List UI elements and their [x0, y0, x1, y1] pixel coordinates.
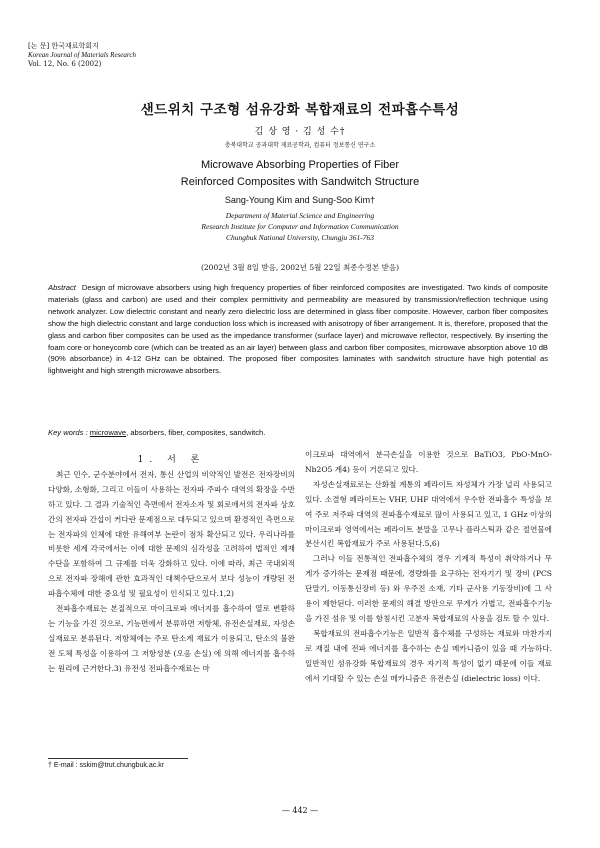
- affiliation-en-line: Research Institute for Computer and Information Communication: [201, 222, 399, 231]
- body-paragraph: 자성손실재료로는 산화철 계통의 페라이트 자성체가 가장 널리 사용되고 있다. 소결형 페라이트는 VHF, UHF 대역에서 우수한 전파흡수 특성을 보여 주로 저주파 대역의 전파흡수재료로 많이 사용되고 있고, 1 GHz 이상의 마이크로파 영역에서는 페라이트 분말을 고무나 플라스틱과 같은 절연물에 분산시킨 복합재료가 주로 사용된다.5,6): [305, 479, 552, 549]
- keyword-first: microwave: [89, 428, 127, 437]
- keywords-label: Key words: [48, 428, 84, 437]
- keywords-rest: , absorbers, fiber, composites, sandwitch.: [126, 428, 266, 437]
- body-column-right: [305, 448, 552, 687]
- body-paragraph: 그러나 이들 전통적인 전파흡수체의 경우 기계적 특성이 취약하거나 무게가 증가하는 문제점 때문에, 경량화를 요구하는 전자기기 및 장비 (PCS 단말기, 이동통신장비 등) 와 우주진 소재, 기타 군사용 기동장비)에 그 사용이 제한된다. 이러한 문제의 해결 방안으로 무게가 가볍고, 전파흡수기능을 가진 섬유 및 이를 함침시킨 고분자 복합재료의 사용을 검토 할 수 있다.: [305, 554, 552, 623]
- affiliation-en: [0, 210, 600, 243]
- journal-name-kr: [논 문] 한국재료학회지: [28, 42, 99, 50]
- paper-title-kr: 샌드위치 구조형 섬유강화 복합재료의 전파흡수특성: [140, 102, 460, 118]
- paper-title-en-line1: Microwave Absorbing Properties of Fiber: [200, 159, 400, 171]
- affiliation-en-line: Department of Material Science and Engineering: [225, 211, 375, 220]
- affiliation-en-line: Chungbuk National University, Chungju 361-763: [225, 233, 375, 242]
- paper-title-en-line2: Reinforced Composites with Sandwitch Structure: [180, 176, 420, 188]
- abstract: [48, 282, 548, 377]
- body-column-left: [48, 453, 295, 677]
- section-heading: 1. 서 론: [137, 455, 206, 465]
- paper-title-en: [0, 157, 600, 191]
- page-number: — 442 —: [281, 806, 319, 815]
- footnote-divider: [48, 758, 188, 759]
- footnote-email: † E-mail : sskim@trut.chungbuk.ac.kr: [48, 762, 165, 769]
- abstract-text: Design of microwave absorbers using high frequency properties of fiber reinforced composites are investigated. Two kinds of composite materials (glass and carbon) are used and their complex permittivity and permeability are measured by transmission/reflection technique using network analyzer. Low dielectric constant and nearly zero dielectric loss are determined in glass fiber composite. However, carbon fiber composites show the high dielectric constant and large conduction loss which is increased with anisotropy of fiber arrangement. It is, therefore, proposed that the glass and carbon fiber composites can be used as the impedance transformer (surface layer) and microwave reflector, respectively. By inserting the foam core or honeycomb core (which can be treated as an air layer) between glass and carbon fiber composites, microwave absorption above 10 dB (90% absorbance) in 4-12 GHz can be obtained. The proposed fiber composites laminates with sandwitch structure have high potential as lightweight and high strength microwave absorbers.: [48, 283, 548, 376]
- body-paragraph: 최근 민수, 군수분야에서 전자, 통신 산업의 비약적인 발전은 전자장비의 다양화, 소형화, 그리고 이들이 사용하는 전자파 주파수 대역의 확장을 수반하고 있다. 그 결과 기술적인 측면에서 전자소자 및 회로에서의 전자파 상호간의 전자파 간섭이 커다란 문제점으로 대두되고 있으며 환경적인 측면으로는 전자파의 인체에 대한 유해여부 논란이 점차 확산되고 있다. 우리나라를 비롯한 세계 각국에서는 이에 대한 문제의 심각성을 고려하여 법적인 제재수단을 포함하여 그 규제를 더욱 강화하고 있다. 이에 따라, 최근 국내외적으로 전자파 장해에 관한 효과적인 대책수단으로서 보다 성능이 개량된 전파흡수체에 대한 중요성 및 필요성이 인식되고 있다.1,2): [48, 469, 295, 599]
- authors-en: Sang-Young Kim and Sung-Soo Kim†: [224, 195, 376, 205]
- body-paragraph: 전파흡수재료는 본질적으로 마이크로파 에너지를 흡수하여 열로 변환하는 기능을 가진 것으로, 기능면에서 분류하면 저항체, 유전손실재료, 자성손실재료로 분류된다. 저항체에는 주로 탄소계 재료가 이용되고, 탄소의 불완전 도체 특성을 이용하여 그 저항성분 (오옴 손실) 에 의해 에너지를 흡수하는 원리에 근거한다.3) 유전성 전파흡수재료는 마: [48, 604, 295, 673]
- journal-volume: Vol. 12, No. 6 (2002): [28, 60, 102, 68]
- body-paragraph: 이크로파 대역에서 분극손실을 이용한 것으로 BaTiO3, PbO-MnO-Nb2O5 계4) 등이 거론되고 있다.: [305, 450, 552, 474]
- received-dates: (2002년 3월 8일 받음, 2002년 5월 22일 최종수정본 받음): [200, 263, 399, 272]
- keywords: [48, 428, 548, 437]
- authors-kr: 김 상 영 · 김 성 수†: [254, 127, 346, 137]
- body-paragraph: 복합재료의 전파흡수기능은 일반적 흡수체를 구성하는 재료와 마찬가지로 재질 내에 전파 에너지를 흡수하는 손실 메카니즘이 있을 때 가능하다. 일반적인 섬유강화 복합재료의 경우 자기적 특성이 없기 때문에 이들 재료에서 기대할 수 있는 손실 메카니즘은 유전손실 (dielectric loss) 이다.: [305, 628, 552, 683]
- journal-name-en: Korean Journal of Materials Research: [28, 51, 136, 59]
- affiliation-kr: 충북대학교 공과대학 재료공학과, 컴퓨터 정보통신 연구소: [224, 142, 376, 149]
- keywords-colon: :: [83, 428, 90, 437]
- abstract-label: Abstract: [48, 283, 76, 292]
- journal-header: [28, 42, 136, 69]
